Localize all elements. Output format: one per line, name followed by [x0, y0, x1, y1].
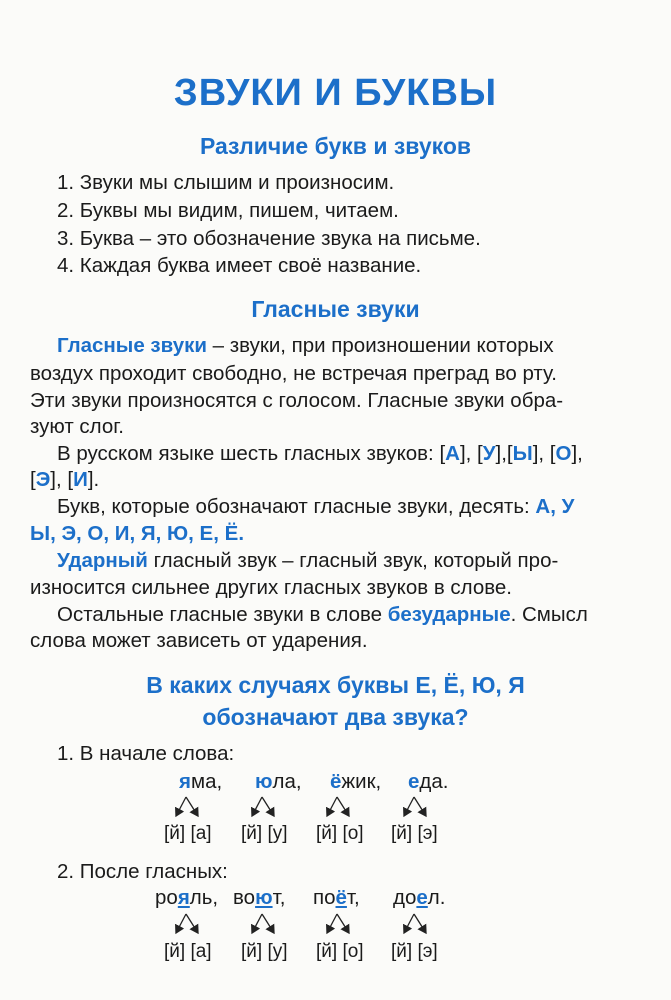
example-word: доел.	[393, 886, 446, 909]
transcription: [й] [о]	[316, 941, 364, 962]
paragraph-line: Ы, Э, О, И, Я, Ю, Е, Ё.	[30, 522, 245, 545]
arrow-right	[414, 914, 426, 933]
example-word: еда.	[408, 770, 449, 793]
paragraph-line: воздух проходит свободно, не встречая преград во рту.	[30, 362, 557, 385]
term-stressed: Ударный	[57, 549, 148, 572]
section-heading-two-sounds-line2: обозначают два звука?	[202, 704, 469, 730]
arrow-group-row2	[176, 914, 426, 933]
paragraph-line: слова может зависеть от ударения.	[30, 629, 368, 652]
paragraph-line: [Э], [И].	[30, 468, 100, 491]
case-label: 1. В начале слова:	[57, 742, 235, 765]
arrow-right	[262, 914, 274, 933]
paragraph-line: зуют слог.	[30, 415, 124, 438]
list-item: 1. Звуки мы слышим и произносим.	[57, 171, 395, 194]
arrow-left	[327, 914, 337, 933]
arrow-right	[337, 914, 349, 933]
example-word: рояль,	[155, 886, 219, 909]
paragraph-line: Ударный гласный звук – гласный звук, который про-	[57, 549, 559, 572]
example-word: воют,	[233, 886, 286, 909]
arrow-right	[186, 914, 198, 933]
term-vowels: Гласные звуки	[57, 334, 207, 357]
example-word: поёт,	[313, 886, 360, 909]
arrow-left	[252, 797, 262, 816]
transcription: [й] [а]	[164, 941, 212, 962]
arrow-left	[176, 914, 186, 933]
transcription: [й] [у]	[241, 941, 288, 962]
arrow-right	[262, 797, 274, 816]
arrow-group-row1	[176, 797, 426, 816]
section-heading-letters-vs-sounds: Различие букв и звуков	[199, 133, 472, 159]
transcription: [й] [э]	[391, 823, 438, 844]
paragraph-line: В русском языке шесть гласных звуков: [А], [У],[Ы], [О],	[57, 442, 583, 465]
paragraph-line: Эти звуки произносятся с голосом. Гласные звуки обра-	[30, 389, 564, 412]
example-word: яма,	[179, 770, 223, 793]
list-item: 4. Каждая буква имеет своё название.	[57, 254, 422, 277]
paragraph-line: износится сильнее других гласных звуков в слове.	[30, 576, 513, 599]
arrow-right	[186, 797, 198, 816]
case-label: 2. После гласных:	[57, 860, 228, 883]
list-item: 2. Буквы мы видим, пишем, читаем.	[57, 199, 399, 222]
arrow-left	[404, 797, 414, 816]
section-heading-vowels: Гласные звуки	[251, 296, 420, 322]
transcription: [й] [у]	[241, 823, 288, 844]
paragraph-line: Гласные звуки – звуки, при произношении которых	[57, 334, 554, 357]
transcription: [й] [э]	[391, 941, 438, 962]
transcription: [й] [о]	[316, 823, 364, 844]
arrow-left	[176, 797, 186, 816]
paragraph-line: Остальные гласные звуки в слове безударные. Смысл	[57, 603, 588, 626]
page-title: ЗВУКИ И БУКВЫ	[173, 72, 498, 114]
arrow-right	[337, 797, 349, 816]
paragraph-line: Букв, которые обозначают гласные звуки, десять: А, У	[57, 495, 575, 518]
term-unstressed: безударные	[387, 603, 511, 626]
section-heading-two-sounds: В каких случаях буквы Е, Ё, Ю, Я	[146, 672, 525, 698]
arrow-left	[252, 914, 262, 933]
list-item: 3. Буква – это обозначение звука на письме.	[57, 227, 481, 250]
arrow-right	[414, 797, 426, 816]
transcription: [й] [а]	[164, 823, 212, 844]
example-word: ёжик,	[330, 770, 382, 793]
arrow-left	[327, 797, 337, 816]
example-word: юла,	[255, 770, 302, 793]
arrow-left	[404, 914, 414, 933]
